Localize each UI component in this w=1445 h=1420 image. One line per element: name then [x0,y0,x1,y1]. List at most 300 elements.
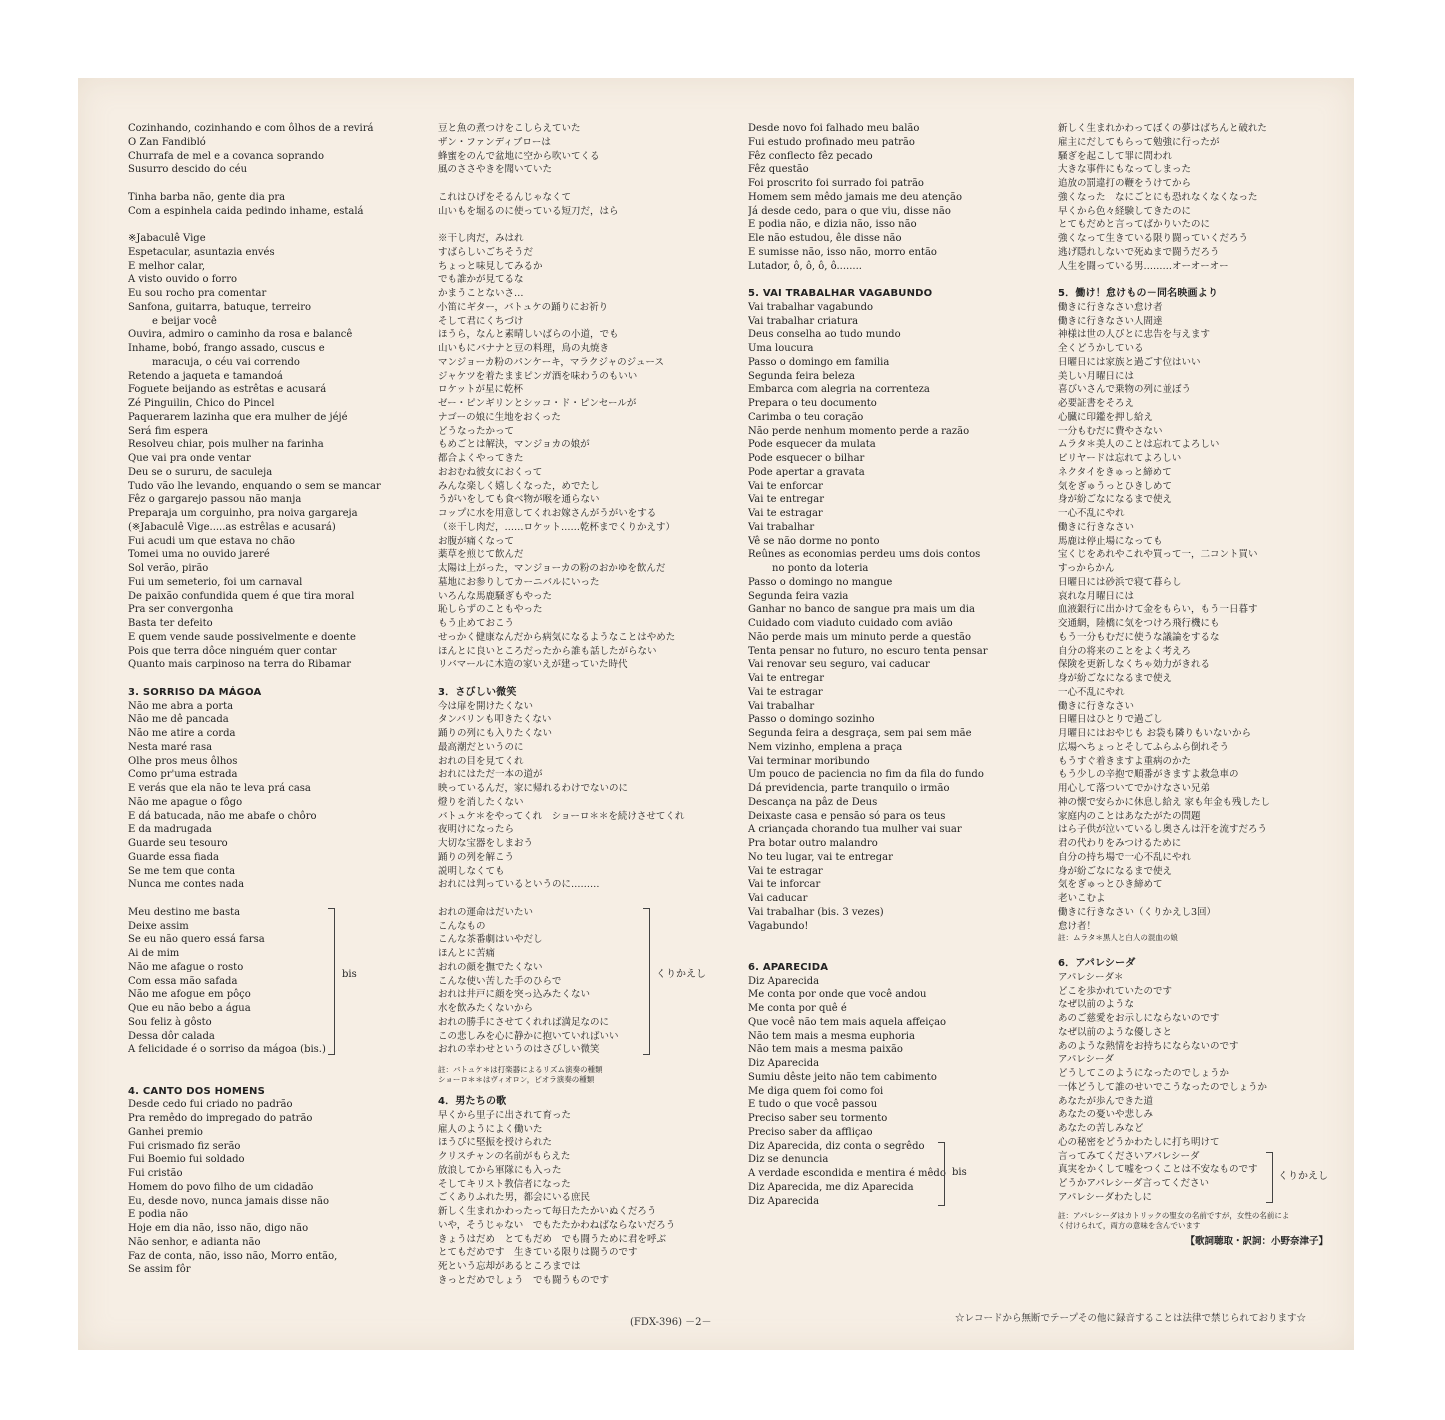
lyric-line: 騒ぎを起こして罪に問われ [1058,150,1173,162]
lyric-line: こんな使い苦した手のひらで [438,975,562,987]
lyric-line: もう少しの辛抱で順番がきますよ救急車の [1058,769,1239,781]
lyrics-block [748,1140,1038,1209]
repeat-block [438,906,728,1057]
lyric-line: 薬草を煎じて飲んだ [438,549,524,561]
lyric-line: Embarca com alegria na correnteza [748,384,930,396]
lyric-line: 映っているんだ，家に帰れるわけでないのに [438,783,629,794]
lyric-line: 保険を更新しなくちゃ効力がきれる [1058,659,1211,671]
repeat-bracket [1266,1152,1273,1203]
lyric-line: Pode esquecer o bilhar [748,453,865,464]
lyric-line: 宝くじをあれやこれや買って一，二コント買い [1058,549,1258,561]
lyric-line: No teu lugar, vai te entregar [748,851,893,863]
lyric-line: Vai te enforcar [748,480,823,492]
lyric-line: Como pr'uma estrada [128,769,238,781]
song-title: 5. VAI TRABALHAR VAGABUNDO [748,288,933,299]
lyric-line: Vai te entregar [748,494,824,506]
lyric-line: Já desde cedo, para o que viu, disse não [748,205,951,217]
lyric-line: e beijar você [152,315,217,327]
lyric-line: 風のささやきを聞いていた [438,164,553,176]
blank-line [128,177,428,191]
lyric-line: （※干し肉だ，……ロケット……乾杯までくりかえす） [438,521,676,533]
lyric-line: A felicidade é o sorriso da mágoa (bis.) [128,1044,326,1056]
lyric-line: Fui estudo profinado meu patrão [748,136,915,148]
lyric-line: Sol verão, pirão [128,563,209,574]
lyric-line: タンバリンも叩きたくない [438,714,552,726]
lyric-line: Diz Aparecida [748,1195,820,1207]
lyric-line: Tomei uma no ouvido jareré [128,549,270,561]
lyric-line: Pois que terra dôce ninguém quer contar [128,645,337,657]
lyric-line: De paixão confundida quem é que tira moral [128,590,355,602]
lyric-line: Que vai pra onde ventar [128,453,251,464]
song-title: 6. APARECIDA [748,961,829,973]
repeat-block [128,906,428,1057]
lyric-line: Quanto mais carpinoso na terra do Ribamar [128,659,352,671]
lyric-line: Com essa mão safada [128,975,238,987]
lyric-line: 一心不乱にやれ [1058,686,1125,698]
lyrics-block [748,122,1038,273]
lyric-line: 逃げ隠れしないで死ぬまで闘うだろう [1058,246,1220,258]
lyric-line: そしてキリスト教信者になった [438,1178,571,1190]
lyric-line: 血液銀行に出かけて金をもらい，もう一日暮す [1058,604,1258,616]
lyric-line: Se assim fôr [128,1264,191,1276]
repeat-block [1058,1150,1348,1205]
lyric-line: Não tem mais a mesma euphoria [748,1030,915,1042]
lyric-line: ※干し肉だ，みはれ [438,233,524,244]
lyric-line: 用心して落ついてでかけなさい兄弟 [1058,783,1211,794]
lyric-line: Não senhor, e adianta não [128,1236,261,1248]
lyric-line: Guarde essa fiada [128,851,219,863]
lyric-line: no ponto da loteria [772,563,869,574]
blank-line [128,218,428,232]
lyric-line: Inhame, bobó, frango assado, cuscus e [128,343,325,354]
lyric-line: Sou feliz à gôsto [128,1016,212,1028]
lyric-line: ちょっと味見してみるか [438,260,543,272]
lyric-line: ネクタイをきゅっと締めて [1058,466,1172,478]
lyric-line: 自分の将来のことをよく考えろ [1058,645,1192,657]
lyric-line: こんなもの [438,920,486,932]
song-title: 6．アパレシーダ [1058,958,1136,969]
lyric-line: もうすぐ着きますよ重病のかた [1058,755,1192,767]
lyric-line: Pra botar outro malandro [748,838,878,849]
lyric-line: Paquerarem lazinha que era mulher de jéjé [128,411,348,423]
copyright-notice: ☆レコードから無断でテープその他に録音することは法律で禁じられております☆ [955,1313,1307,1324]
lyric-line: E sumisse não, isso não, morro então [748,246,937,258]
lyric-line: Vai trabalhar [748,700,815,712]
lyric-line: 日曜日には家族と過ごす位はいい [1058,356,1201,368]
lyric-line: Cuidado com viaduto cuidado com avião [748,618,953,629]
lyric-line: Não me afogue em pôço [128,989,251,1001]
lyric-line: 新しく生まれかわってぼくの夢はばちんと破れた [1058,123,1267,134]
lyric-line: 踊りの列を解こう [438,851,515,863]
lyric-line: アパレシーダわたしに [1058,1191,1153,1203]
lyric-line: Homem do povo filho de um cidadão [128,1181,314,1193]
lyric-line: とてもだめと言ってばかりいたのに [1058,219,1211,231]
lyric-line: もう一分もむだに使うな議論をするな [1058,631,1220,643]
lyric-line: ロケットが星に乾杯 [438,384,524,396]
lyric-line: Não me afague o rosto [128,961,244,973]
lyric-line: 夜明けになったら [438,824,515,836]
lyric-line: 水を飲みたくないから [438,1003,534,1014]
lyric-line: 追放の罰違打の鞭をうけてから [1058,178,1192,189]
lyric-line: 今は扉を開けたくない [438,700,534,712]
lyric-line: Eu, desde novo, nunca jamais disse não [128,1195,329,1207]
lyrics-block [1058,301,1348,934]
lyric-line: Cozinhando, cozinhando e com ôlhos de a revirá [128,123,374,134]
lyric-line: Me conta por quê é [748,1003,847,1014]
lyric-line: Se eu não quero essá farsa [128,934,265,946]
lyric-line: Fui Boemio fui soldado [128,1154,245,1166]
lyric-line: Pode apertar a gravata [748,466,865,478]
translation-credit: 【歌詞聴取・訳詞：小野奈津子】 [1185,1235,1328,1247]
lyric-line: 怠け者！ [1058,920,1097,932]
column-japanese-1 [438,122,728,1288]
lyric-line: Sanfona, guitarra, batuque, terreiro [128,301,311,313]
lyric-line: Vai terminar moribundo [748,755,870,767]
lyric-line: なぜ以前のような [1058,999,1135,1011]
lyric-line: どうかアパレシーダ言ってください [1058,1178,1210,1189]
lyric-line: Zé Pinguilin, Chico do Pincel [128,398,275,409]
lyric-line: Não perde mais um minuto perde a questão [748,631,971,643]
column-japanese-2 [1058,122,1348,1248]
lyric-line: E dá batucada, não me abafe o chôro [128,810,317,822]
lyric-line: 太陽は上がった，マンジョーカの粉のおかゆを飲んだ [438,563,666,574]
footnote-line: ショーロ＊＊はヴィオロン，ピオラ演奏の種類 [438,1075,595,1084]
lyric-line: 雇主にだしてもらって勉強に行ったが [1058,136,1220,148]
lyric-line: 日曜日には砂浜で寝て暮らし [1058,576,1182,588]
lyric-line: こんな茶番劇はいやだし [438,934,543,946]
lyric-line: Ele não estudou, êle disse não [748,233,902,244]
footnote-line: く付けられて，両方の意味を含んでいます [1058,1220,1201,1230]
lyric-line: 大切な宝器をしまおう [438,838,534,849]
lyric-line: はら子供が泣いているし奥さんは汗を流すだろう [1058,824,1268,836]
lyric-line: Preciso saber seu tormento [748,1113,888,1124]
repeat-bracket [328,908,335,1055]
lyric-line: 大きな事件にもなってしまった [1058,164,1192,176]
lyric-line: おれの運命はだいたい [438,906,534,918]
lyric-line: Segunda feira a desgraça, sem pai sem mãe [748,728,972,739]
lyric-line: ザン・ファンディブローは [438,136,551,148]
lyric-line: 死という忘却があるところまでは [438,1261,581,1272]
lyric-line: きょうはだめ とてもだめ でも闘うために君を呼ぶ [438,1233,667,1245]
lyric-line: Tinha barba não, gente dia pra [128,191,286,203]
lyric-line: おれにはただ一本の道が [438,769,543,781]
lyric-line: Guarde seu tesouro [128,838,228,849]
lyric-line: Fui acudi um que estava no chão [128,535,296,547]
lyric-line: Não perde nenhum momento perde a razão [748,425,970,437]
lyric-line: いや，そうじゃない でもたたかわねばならないだろう [438,1219,676,1231]
lyric-line: もう止めておこう [438,618,515,629]
lyric-line: コップに水を用意してくれお嫁さんがうがいをする [438,508,657,519]
lyric-line: ムラタ＊美人のことは忘れてよろしい [1058,439,1220,451]
lyric-line: 神様は世の人びとに忠告を与えます [1058,329,1211,341]
lyric-line: あなたの苦しみなど [1058,1123,1144,1134]
lyric-line: Não me dê pancada [128,714,229,726]
lyric-line: maracuja, o céu vai correndo [152,356,300,368]
lyric-line: 全くどうかしている [1058,343,1144,354]
lyric-line: Deu se o sururu, de saculeja [128,466,273,478]
lyric-line: Sumiu dêste jeito não tem cabimento [748,1071,937,1083]
lyric-line: 最高潮だというのに [438,741,524,753]
lyric-line: この悲しみを心に静かに抱いていればいい [438,1030,619,1042]
lyric-line: 山いもを堀るのに使っている短刀だ，はら [438,205,619,217]
lyric-line: Lutador, ô, ô, ô, ô........ [748,260,862,272]
lyric-line: 早くから色々経験してきたのに [1058,205,1192,217]
lyric-line: Passo o domingo no mangue [748,576,893,588]
lyric-line: 強くなって生きている限り闘っていくだろう [1058,233,1249,244]
lyric-line: A verdade escondida e mentira é mêdo [748,1168,946,1179]
lyric-line: 一分もむだに費やさない [1058,425,1163,437]
lyrics-block [438,122,728,672]
lyrics-block [128,700,428,893]
lyric-line: Deixaste casa e pensão só para os teus [748,810,946,822]
lyric-line: 哀れな月曜日には [1058,590,1135,602]
lyric-line: Fui cristão [128,1168,183,1179]
lyric-line: 強くなった なにごとにも恐れなくなくなった [1058,191,1258,203]
lyric-line: Um pouco de paciencia no fim da fila do fundo [748,769,984,781]
column-portuguese-1 [128,122,428,1277]
lyric-line: もめごとは解決，マンジョカの娘が [438,439,590,451]
lyric-line: 神の懐で安らかに休息し給え 家も年金も残したし [1058,796,1271,808]
lyric-line: 美しい月曜日には [1058,370,1135,382]
song-title: 3．さびしい微笑 [438,686,517,698]
lyric-line: バトュケ＊をやってくれ ショーロ＊＊を続けさせてくれ [438,810,685,822]
lyric-line: せっかく健康なんだから病気になるようなことはやめた [438,631,676,643]
lyric-line: Diz Aparecida, me diz Aparecida [748,1181,914,1193]
lyric-line: Tudo vão lhe levando, enquando o sem se mancar [128,480,381,492]
song-title: 4．男たちの歌 [438,1096,507,1107]
lyric-line: お腹が痛くなって [438,535,515,547]
lyric-line: 働きに行きなさい [1058,521,1135,533]
lyric-line: 心臓に印鑑を押し給え [1058,411,1154,423]
lyric-line: かまうことないさ… [438,288,524,299]
catalog-number: (FDX-396) －2－ [630,1317,712,1328]
lyric-line: Preciso saber da affliçao [748,1126,873,1138]
song-title: 4. CANTO DOS HOMENS [128,1085,265,1097]
repeat-block [748,1140,1038,1209]
lyric-line: Que você não tem mais aquela affeiçao [748,1016,947,1028]
lyric-line: マンジョーカ粉のパンケーキ，マラクジャのジュース [438,356,664,368]
lyric-line: どうしてこのようになったのでしょうか [1058,1068,1230,1079]
lyric-line: 一体どうして誰のせいでこうなったのでしょうか [1058,1081,1268,1093]
lyric-line: 説明しなくても [438,865,505,877]
lyric-line: A visto ouvido o forro [128,274,238,286]
lyric-line: ほんとに苦痛 [438,948,496,959]
lyrics-block [128,1098,428,1277]
lyric-line: Eu sou rocho pra comentar [128,288,267,299]
lyric-line: でも誰かが見てるな [438,274,524,286]
lyrics-block [748,975,1038,1140]
lyric-line: A criançada chorando tua mulher vai suar [748,824,962,836]
lyric-line: みんな楽しく嬉しくなった，めでたし [438,480,600,492]
song-title: 3. SORRISO DA MÁGOA [128,686,262,698]
lyric-line: Faz de conta, não, isso não, Morro então, [128,1250,338,1262]
lyric-line: Vai renovar seu seguro, vai caducar [748,659,930,671]
lyric-line: ほうら，なんと素晴しいばらの小道，でも [438,329,619,341]
lyric-line: Susurro descido do céu [128,164,248,176]
lyric-line: 放浪してから軍隊にも入った [438,1164,562,1176]
footnote: 註：ムラタ＊黒人と白人の混血の娘 [1058,933,1178,943]
lyric-line: Deus conselha ao tudo mundo [748,329,901,341]
lyric-line: 踊りの列にも入りたくない [438,728,553,739]
lyric-line: おれの顔を撫でたくない [438,961,543,973]
lyric-line: 気をぎゅうっとひきしめて [1058,480,1173,492]
lyric-line: Vai te estragar [748,686,823,698]
lyric-line: Vai caducar [748,893,808,904]
lyric-line: 心の秘密をどうかわたしに打ち明けて [1058,1136,1220,1148]
lyric-line: Vagabundo! [748,920,809,932]
lyric-line: 交通網，陸橋に気をつけろ飛行機にも [1058,618,1220,629]
lyric-line: 豆と魚の煮つけをこしらえていた [438,123,581,134]
lyric-line: Fui crismado fiz serão [128,1140,241,1152]
lyric-line: Espetacular, asuntazia envés [128,246,275,258]
lyric-line: 都合よくやってきた [438,453,524,464]
lyric-line: Pra remêdo do impregado do patrão [128,1113,313,1124]
lyric-line: Vai trabalhar criatura [748,315,859,327]
lyrics-block [128,906,428,1057]
lyric-line: Não me atire a corda [128,728,236,739]
lyric-line: Vai te estragar [748,865,823,877]
lyric-line: 一心不乱にやれ [1058,508,1125,519]
lyric-line: 小笛にギター，バトュケの踊りにお祈り [438,301,609,313]
lyric-line: 馬鹿は停止場になっても [1058,535,1163,547]
lyric-line: Preparaja um corguinho, pra noiva gargareja [128,508,358,519]
lyric-line: Nesta maré rasa [128,741,213,753]
lyric-line: Desde cedo fui criado no padrão [128,1099,293,1111]
lyric-line: E tudo o que você passou [748,1099,878,1111]
lyric-line: 早くから里子に出されて育った [438,1109,572,1121]
lyric-line: Dá previdencia, parte tranquilo o irmão [748,783,950,794]
lyric-line: Que eu não bebo a água [128,1003,251,1014]
lyric-line: Hoje em dia não, isso não, digo não [128,1223,309,1234]
lyric-line: Nem vizinho, emplena a praça [748,741,903,753]
lyrics-block [1058,122,1348,273]
lyric-line: Me conta por onde que você andou [748,989,927,1001]
lyric-line: ごくありふれた男，都会にいる庶民 [438,1192,591,1204]
lyric-line: Carimba o teu coração [748,411,864,423]
lyric-line: 働きに行きなさい（くりかえし3回） [1058,906,1217,918]
lyric-line: 言ってみてくださいアパレシーダ [1058,1150,1200,1162]
lyrics-block [1058,971,1348,1150]
footnote-line: 註：バトュケ＊は打楽器によるリズム演奏の種類 [438,1065,603,1074]
lyric-line: Fêz questão [748,164,809,176]
lyric-line: O Zan Fandibló [128,136,206,148]
lyric-line: Churrafa de mel e a covanca soprando [128,150,324,162]
lyric-line: アパレシーダ [1058,1054,1115,1066]
lyric-line: Meu destino me basta [128,906,241,918]
lyric-line: 自分の持ち場で一心不乱にやれ [1058,851,1192,863]
lyric-line: Reûnes as economias perdeu ums dois contos [748,549,981,561]
lyric-line: Não me apague o fôgo [128,796,243,808]
repeat-label: くりかえし [656,968,706,980]
lyric-line: E podia não [128,1209,189,1221]
lyric-line: Segunda feira vazia [748,590,849,602]
lyric-line: あのような熱情をお持ちにならないのです [1058,1040,1239,1052]
lyric-line: クリスチャンの名前がもらえた [438,1151,571,1162]
lyric-line: Resolveu chiar, pois mulher na farinha [128,439,324,451]
lyric-line: Vai te entregar [748,673,824,684]
lyric-line: 喜びいさんで乗物の列に並ぼう [1058,384,1192,396]
lyric-line: E podia não, e dizia não, isso não [748,219,917,231]
lyric-line: Não tem mais a mesma paixão [748,1044,903,1056]
lyric-line: すっからかん [1058,563,1115,574]
lyric-line: Se me tem que conta [128,865,236,877]
lyrics-block [438,700,728,893]
lyric-line: E verás que ela não te leva prá casa [128,783,311,794]
lyric-line: Fêz conflecto fêz pecado [748,150,873,162]
footnote-line: 註：アパレシーダはカトリックの聖女の名前ですが，女性の名前によ [1058,1210,1290,1220]
blank-line [438,177,728,191]
lyric-line: ジャケツを着たままピンガ酒を味わうのもいい [438,370,638,382]
lyric-line: ※Jabaculê Vige [128,233,206,244]
lyric-line: 身が紛ごなになるまで使え [1058,673,1173,684]
lyric-line: 墓地にお参りしてカーニバルにいった [438,576,600,588]
lyric-line: すばらしいごちそうだ [438,246,534,258]
lyric-line: 身が紛ごなになるまで使え [1058,865,1173,877]
lyric-line: ゼー・ピンギリンとシッコ・ド・ピンセールが [438,398,637,409]
song-title: 5．働け！怠けもの－同名映画より [1058,288,1219,299]
lyric-line: リバマールに木造の家いえが建っていた時代 [438,659,628,671]
lyrics-block [748,301,1038,934]
lyric-line: Fui um semeterio, foi um carnaval [128,576,303,588]
lyric-line: 日曜日はひとりで過ごし [1058,714,1163,726]
lyric-line: ほんとに良いところだったから誰も話したがらない [438,645,657,657]
lyric-line: 君の代わりをみつけるために [1058,838,1182,849]
lyric-line: 燈りを消したくない [438,796,524,808]
lyric-line: 働きに行きなさい人間達 [1058,315,1163,327]
lyric-line: これはひげをそるんじゃなくて [438,191,572,203]
lyric-line: Vai trabalhar (bis. 3 vezes) [748,906,884,918]
lyric-line: Passo o domingo sozinho [748,714,875,726]
lyric-line: Pra ser convergonha [128,604,234,616]
lyric-line: 蜂蜜をのんで盆地に空から吹いてくる [438,150,600,162]
lyric-line: あなたの憂いや悲しみ [1058,1109,1154,1121]
lyric-line: おれの目を見てくれ [438,755,524,767]
lyric-line: アパレシーダ＊ [1058,971,1124,983]
repeat-label: bis [952,1166,967,1178]
lyrics-block [438,1109,728,1288]
lyric-line: Vai te inforcar [748,879,821,891]
lyric-line: Ganhei premio [128,1126,203,1138]
column-portuguese-2 [748,122,1038,1208]
lyric-line: Pode esquecer da mulata [748,439,876,451]
lyric-line: 雇人のようによく働いた [438,1123,543,1135]
lyric-line: Tenta pensar no futuro, no escuro tenta pensar [748,645,988,657]
lyric-line: Vê se não dorme no ponto [748,535,880,547]
lyric-line: Retendo a jaqueta e tamandoá [128,370,283,382]
lyric-line: Vai trabalhar vagabundo [748,301,874,313]
lyric-line: Diz Aparecida [748,975,820,987]
lyric-line: Será fim espera [128,425,209,437]
repeat-bracket [938,1142,945,1207]
lyric-line: ビリヤードは忘れてよろしい [1058,453,1182,464]
lyric-line: Desde novo foi falhado meu balão [748,123,920,134]
lyric-line: あのご慈愛をお示しにならないのです [1058,1013,1220,1024]
lyric-line: Vai trabalhar [748,521,815,533]
lyric-line: いろんな馬鹿騒ぎもやった [438,590,553,602]
lyric-line: きっとだめでしょう でも闘うものです [438,1274,610,1286]
lyric-line: なぜ以前のような優しさと [1058,1026,1173,1038]
lyric-line: 働きに行きなさい [1058,700,1135,712]
lyric-line: 家庭内のことはあなたがたの問題 [1058,810,1201,822]
lyric-line: おれの幸わせというのはさびしい微笑 [438,1044,600,1056]
lyric-line: Foi proscrito foi surrado foi patrão [748,178,924,189]
blank-line [438,218,728,232]
lyric-line: 働きに行きなさい怠け者 [1058,301,1163,313]
lyric-line: Passo o domingo em familia [748,356,890,368]
lyric-line: 月曜日にはおやじも お袋も隣りもいないから [1058,728,1252,739]
lyric-line: そして君にくちづけ [438,315,524,327]
lyric-line: おれは井戸に顔を突っ込みたくない [438,989,591,1001]
